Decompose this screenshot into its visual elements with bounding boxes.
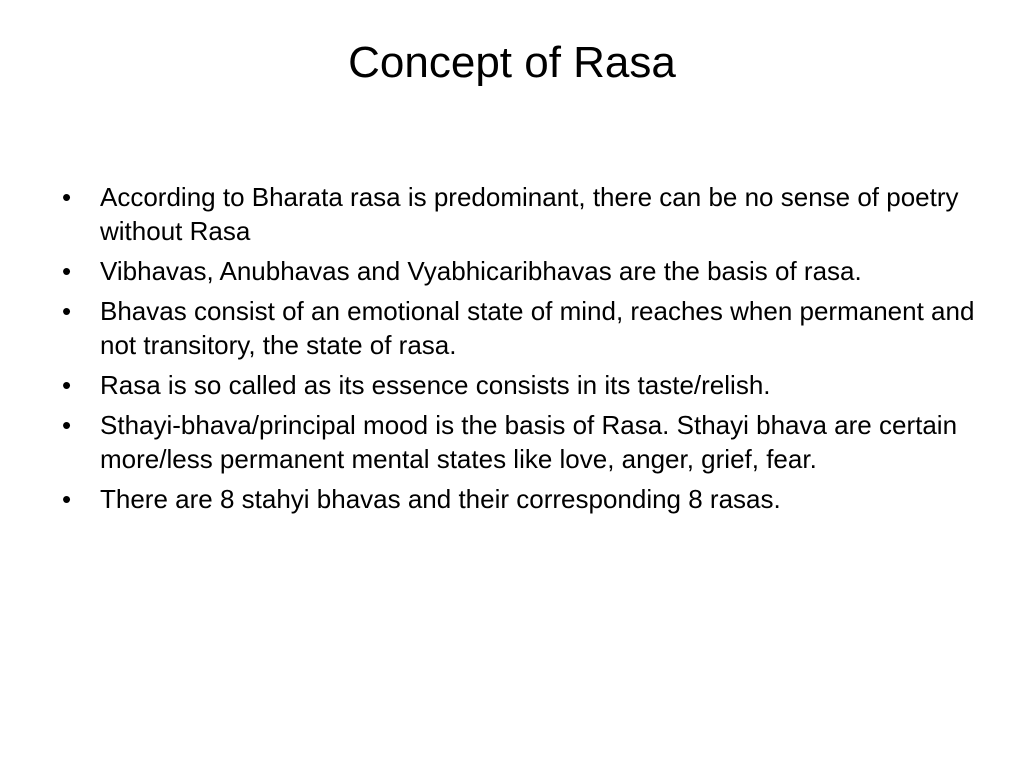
bullet-item	[60, 294, 980, 362]
bullet-icon: •	[62, 182, 72, 212]
bullet-icon: •	[62, 410, 72, 440]
bullet-item	[60, 482, 980, 516]
bullet-item	[60, 254, 980, 288]
bullet-icon: •	[62, 370, 72, 400]
bullet-item	[60, 368, 980, 402]
bullet-icon: •	[62, 256, 72, 286]
bullet-icon: •	[62, 296, 72, 326]
bullet-icon: •	[62, 484, 72, 514]
bullet-text: Rasa is so called as its essence consists in its taste/relish.	[100, 370, 771, 400]
bullet-list	[60, 180, 980, 522]
bullet-text: According to Bharata rasa is predominant, there can be no sense of poetry without Rasa	[100, 182, 959, 246]
slide-title: Concept of Rasa	[348, 38, 676, 87]
bullet-text: Sthayi-bhava/principal mood is the basis of Rasa. Sthayi bhava are certain more/less permanent mental states like love, anger, grief, fear.	[100, 410, 958, 474]
bullet-text: There are 8 stahyi bhavas and their corresponding 8 rasas.	[100, 484, 781, 514]
bullet-item	[60, 180, 980, 248]
bullet-item	[60, 408, 980, 476]
bullet-text: Vibhavas, Anubhavas and Vyabhicaribhavas are the basis of rasa.	[100, 256, 862, 286]
bullet-text: Bhavas consist of an emotional state of mind, reaches when permanent and not transitory, the state of rasa.	[100, 296, 975, 360]
